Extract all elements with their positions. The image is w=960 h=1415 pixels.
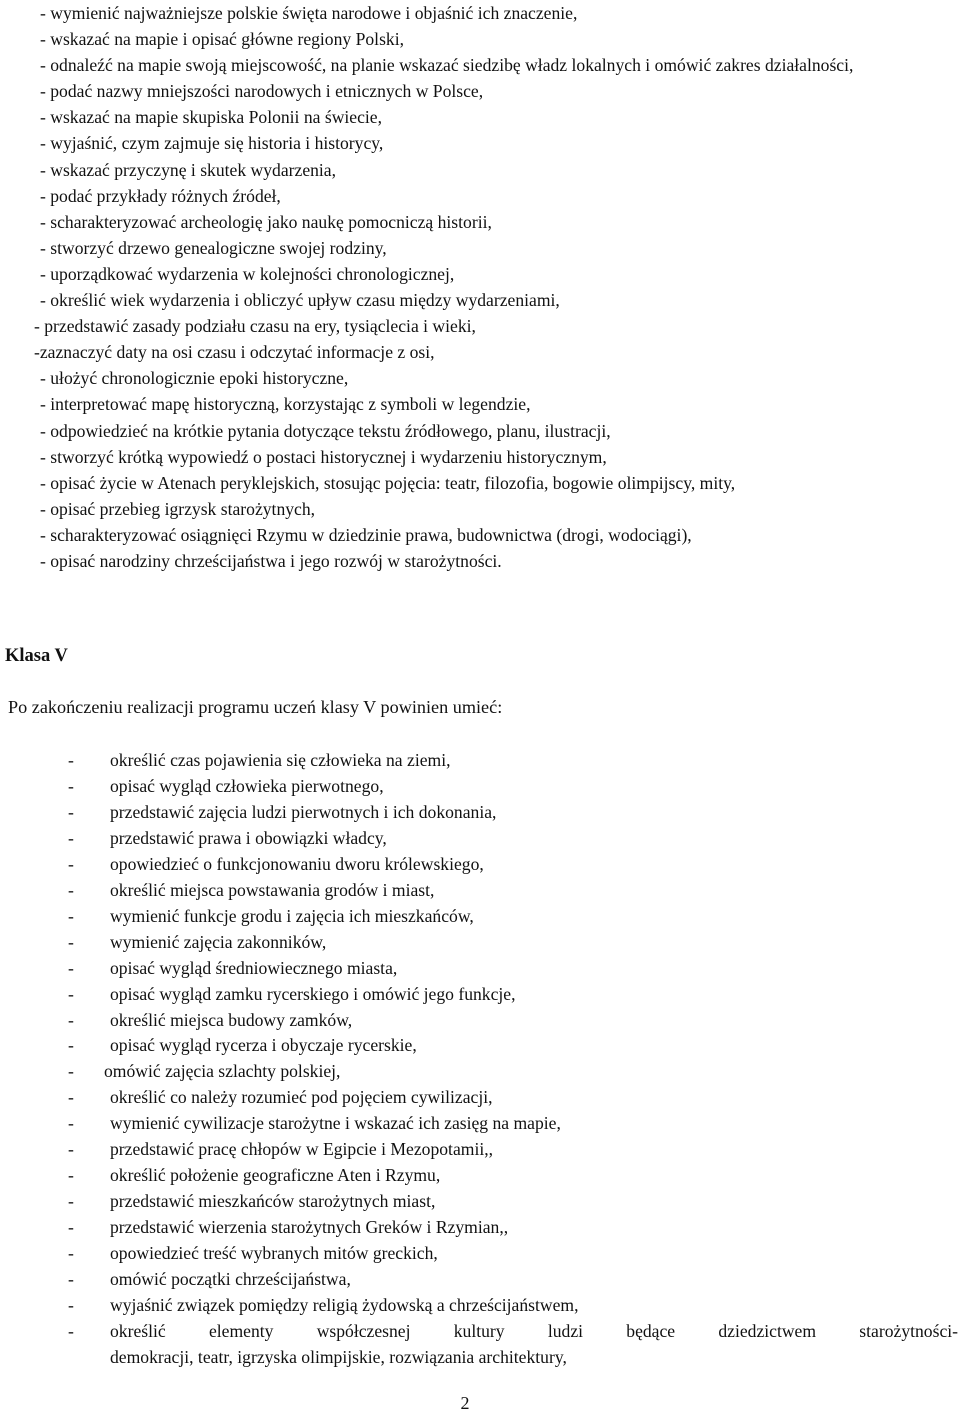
list-item: [0, 1111, 958, 1137]
list-item: - przedstawić zasady podziału czasu na ery, tysiąclecia i wieki,: [34, 316, 476, 337]
list-item: - podać przykłady różnych źródeł,: [40, 185, 281, 206]
list-dash: -: [68, 1295, 74, 1316]
list-dash: -: [68, 1139, 74, 1160]
list-item: [0, 1059, 958, 1085]
list-dash: -: [68, 1035, 74, 1056]
list-item-text: opisać wygląd człowieka pierwotnego,: [110, 775, 384, 796]
list-item-text: wymienić zajęcia zakonników,: [110, 931, 327, 952]
list-item-text: określić elementy współczesnej kultury ludzi będące dziedzictwem starożytności-: [110, 1320, 958, 1341]
list-item: - interpretować mapę historyczną, korzystając z symboli w legendzie,: [40, 394, 531, 415]
list-dash: -: [68, 775, 74, 796]
page-number: 2: [460, 1393, 470, 1413]
list-item: [0, 748, 958, 774]
list-item: - odnaleźć na mapie swoją miejscowość, na planie wskazać siedzibę władz lokalnych i omówić zakres działalności,: [40, 55, 854, 76]
list-dash: -: [68, 1113, 74, 1134]
grade-v-skills-list: [0, 748, 958, 1371]
list-dash: -: [68, 1320, 74, 1341]
list-item-text: określić czas pojawienia się człowieka na ziemi,: [110, 750, 451, 770]
list-item-text: określić miejsca budowy zamków,: [110, 1009, 353, 1030]
list-item-text: przedstawić zajęcia ludzi pierwotnych i ich dokonania,: [110, 801, 497, 822]
list-item: - wskazać przyczynę i skutek wydarzenia,: [40, 159, 337, 180]
list-item: [0, 982, 958, 1008]
list-item: - wskazać na mapie i opisać główne regiony Polski,: [40, 29, 404, 50]
list-item-text: opowiedzieć treść wybranych mitów greckich,: [110, 1243, 438, 1264]
list-dash: -: [68, 983, 74, 1004]
list-item: - scharakteryzować osiągnięci Rzymu w dziedzinie prawa, budownictwa (drogi, wodociągi),: [40, 524, 692, 545]
list-dash: -: [68, 801, 74, 822]
list-item: - uporządkować wydarzenia w kolejności chronologicznej,: [40, 263, 455, 284]
list-item-text: przedstawić prawa i obowiązki władcy,: [110, 827, 387, 848]
list-dash: -: [68, 1243, 74, 1264]
list-item: - ułożyć chronologicznie epoki historyczne,: [40, 368, 349, 389]
list-item: [0, 774, 958, 800]
list-item: [0, 1215, 958, 1241]
list-dash: -: [68, 1217, 74, 1238]
list-item: - wskazać na mapie skupiska Polonii na świecie,: [40, 107, 383, 128]
list-dash: -: [68, 1269, 74, 1290]
list-item-text: omówić zajęcia szlachty polskiej,: [104, 1061, 341, 1082]
list-item-text: określić miejsca powstawania grodów i miast,: [110, 879, 435, 900]
list-item-text: opisać wygląd rycerza i obyczaje rycerskie,: [110, 1035, 417, 1056]
list-item: [0, 1319, 958, 1371]
list-item-text: określić co należy rozumieć pod pojęciem cywilizacji,: [110, 1087, 493, 1108]
grade-iv-requirements-list: [34, 0, 958, 574]
list-item-text: wymienić funkcje grodu i zajęcia ich mieszkańców,: [110, 905, 474, 926]
list-item: [0, 1189, 958, 1215]
list-item-text: wyjaśnić związek pomiędzy religią żydowską a chrześcijaństwem,: [110, 1295, 579, 1316]
list-dash: -: [68, 931, 74, 952]
section-heading: Klasa V: [5, 646, 68, 666]
list-item: [0, 1241, 958, 1267]
list-item: [0, 1008, 958, 1034]
list-item-text: opisać wygląd zamku rycerskiego i omówić jego funkcje,: [110, 983, 516, 1004]
list-dash: -: [68, 750, 74, 770]
section-intro: Po zakończeniu realizacji programu uczeń klasy V powinien umieć:: [8, 697, 503, 717]
list-dash: -: [68, 957, 74, 978]
list-item: [0, 956, 958, 982]
list-item: [0, 1267, 958, 1293]
list-item: - scharakteryzować archeologię jako naukę pomocniczą historii,: [40, 211, 492, 232]
list-item: [0, 878, 958, 904]
list-dash: -: [68, 1087, 74, 1108]
list-item: - stworzyć drzewo genealogiczne swojej rodziny,: [40, 237, 387, 258]
list-item: - opisać narodziny chrześcijaństwa i jego rozwój w starożytności.: [40, 550, 502, 571]
list-item: - opisać przebieg igrzysk starożytnych,: [40, 498, 316, 519]
list-item: -zaznaczyć daty na osi czasu i odczytać informacje z osi,: [34, 342, 435, 363]
list-item: - stworzyć krótką wypowiedź o postaci historycznej i wydarzeniu historycznym,: [40, 446, 607, 467]
list-item-text-continued: demokracji, teatr, igrzyska olimpijskie, rozwiązania architektury,: [110, 1346, 567, 1367]
list-dash: -: [68, 905, 74, 926]
list-dash: -: [68, 1061, 74, 1082]
list-item-text: przedstawić pracę chłopów w Egipcie i Mezopotamii,,: [110, 1139, 494, 1160]
list-item: - podać nazwy mniejszości narodowych i etnicznych w Polsce,: [40, 81, 484, 102]
list-item: [0, 1137, 958, 1163]
list-item-text: przedstawić mieszkańców starożytnych miast,: [110, 1191, 436, 1212]
list-item-text: wymienić cywilizacje starożytne i wskazać ich zasięg na mapie,: [110, 1113, 561, 1134]
list-dash: -: [68, 879, 74, 900]
list-item: [0, 1085, 958, 1111]
list-item: [0, 904, 958, 930]
list-item: - wymienić najważniejsze polskie święta narodowe i objaśnić ich znaczenie,: [40, 3, 578, 23]
list-item: [0, 800, 958, 826]
list-item: [0, 826, 958, 852]
list-item: - określić wiek wydarzenia i obliczyć upływ czasu między wydarzeniami,: [40, 290, 560, 311]
list-item-text: opowiedzieć o funkcjonowaniu dworu królewskiego,: [110, 853, 484, 874]
list-item: [0, 930, 958, 956]
list-dash: -: [68, 827, 74, 848]
list-dash: -: [68, 1165, 74, 1186]
list-item-text: opisać wygląd średniowiecznego miasta,: [110, 957, 398, 978]
list-item: - wyjaśnić, czym zajmuje się historia i historycy,: [40, 133, 384, 154]
list-item-text: omówić początki chrześcijaństwa,: [110, 1269, 351, 1290]
list-item: [0, 852, 958, 878]
list-dash: -: [68, 1009, 74, 1030]
list-item-text: określić położenie geograficzne Aten i Rzymu,: [110, 1165, 441, 1186]
list-item: [0, 1293, 958, 1319]
list-item: - odpowiedzieć na krótkie pytania dotyczące tekstu źródłowego, planu, ilustracji,: [40, 420, 611, 441]
list-item: [0, 1163, 958, 1189]
list-dash: -: [68, 1191, 74, 1212]
list-item-text: przedstawić wierzenia starożytnych Greków i Rzymian,,: [110, 1217, 509, 1238]
list-item: [0, 1033, 958, 1059]
list-dash: -: [68, 853, 74, 874]
list-item: - opisać życie w Atenach peryklejskich, stosując pojęcia: teatr, filozofia, bogowie olimpijscy, mity,: [40, 472, 736, 493]
